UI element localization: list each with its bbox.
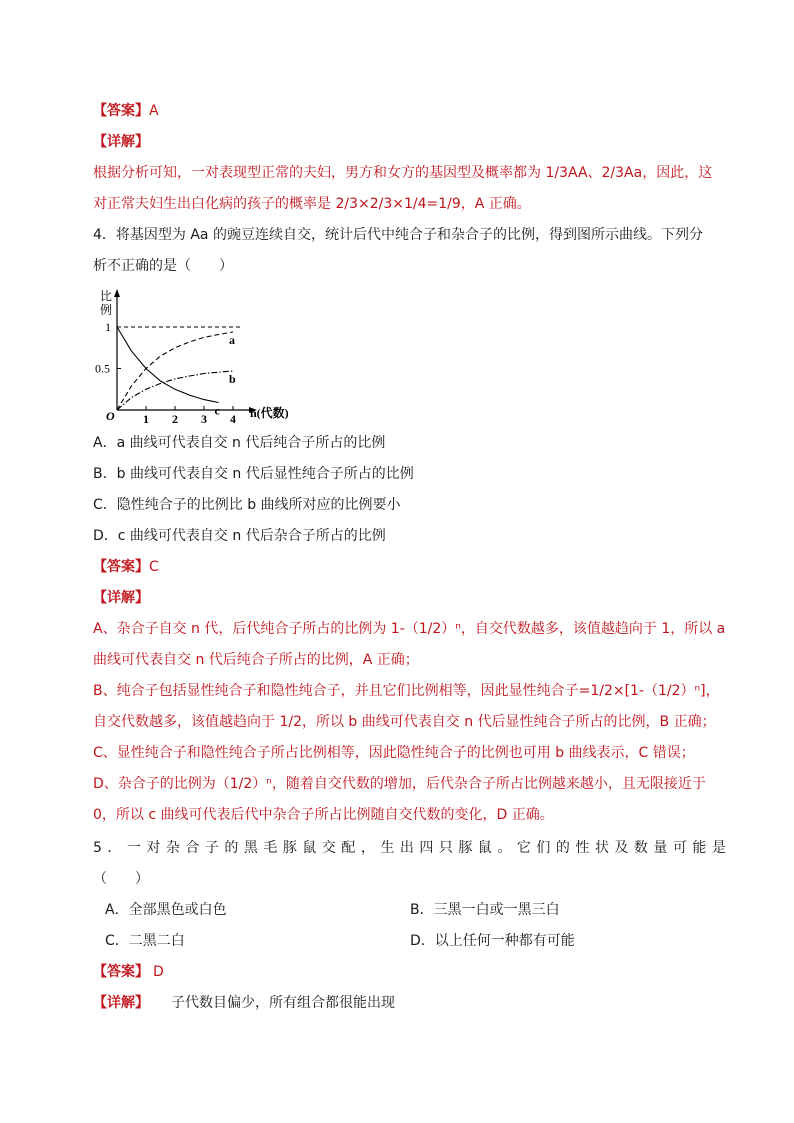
y-tick-label-0.5: 0.5 (95, 361, 110, 376)
q4-detail-label-line (93, 588, 149, 608)
q4-option-c: C．隐性纯合子的比例比 b 曲线所对应的比例要小 (93, 497, 401, 513)
series-label-b: b (229, 371, 236, 386)
q4-answer-value: C (149, 559, 159, 575)
q5-option-d: D．以上任何一种都有可能 (410, 933, 575, 949)
q4-detail-line-6: D、杂合子的比例为（1/2）ⁿ，随着自交代数的增加，后代杂合子所占比例越来越小，且无限接近于 (93, 776, 706, 792)
y-axis-arrow (114, 289, 120, 297)
x-tick-label-4: 4 (230, 412, 236, 426)
q4-detail-line-2: 曲线可代表自交 n 代后纯合子所占的比例，A 正确； (93, 652, 419, 668)
q5-option-a: A．全部黑色或白色 (105, 902, 227, 918)
q5-answer-label: 【答案】 (93, 964, 149, 980)
q4-detail-line-1: A、杂合子自交 n 代，后代纯合子所占的比例为 1-（1/2）ⁿ，自交代数越多，该值越趋向于 1，所以 a (93, 621, 726, 637)
q3-answer-label: 【答案】 (93, 103, 149, 119)
series-label-a: a (229, 332, 235, 347)
q4-answer-line (93, 557, 159, 577)
q5-detail-line (93, 993, 395, 1013)
q4-stem-line-1: 4．将基因型为 Aa 的豌豆连续自交，统计后代中纯合子和杂合子的比例，得到图所示曲线。下列分 (93, 227, 703, 243)
series-line-a (117, 332, 233, 410)
q5-stem-line-1: 5．一对杂合子的黑毛豚鼠交配，生出四只豚鼠。它们的性状及数量可能是 (93, 840, 732, 856)
q3-detail-line-2: 对正常夫妇生出白化病的孩子的概率是 2/3×2/3×1/4=1/9，A 正确。 (93, 196, 531, 212)
q5-stem-line-2: （ ） (93, 871, 149, 887)
q3-detail-label: 【详解】 (93, 134, 149, 150)
q4-detail-label: 【详解】 (93, 590, 149, 606)
q4-detail-line-7: 0，所以 c 曲线可代表后代中杂合子所占比例随自交代数的变化，D 正确。 (93, 807, 554, 823)
q4-option-b: B．b 曲线可代表自交 n 代后显性纯合子所占的比例 (93, 466, 414, 482)
q4-stem-line-2: 析不正确的是（ ） (93, 258, 233, 274)
q5-option-c: C．二黑二白 (105, 933, 185, 949)
q3-answer-line (93, 101, 159, 121)
series-label-c: c (214, 403, 220, 418)
q4-option-a: A．a 曲线可代表自交 n 代后纯合子所占的比例 (93, 435, 386, 451)
x-axis-label: n(代数) (250, 406, 289, 420)
q4-detail-line-3: B、纯合子包括显性纯合子和隐性纯合子，并且它们比例相等，因此显性纯合子=1/2×[1-（1/2）ⁿ]， (93, 683, 720, 699)
q3-detail-line-1: 根据分析可知，一对表现型正常的夫妇，男方和女方的基因型及概率都为 1/3AA、2/3Aa，因此，这 (93, 165, 713, 181)
q5-detail-text: 子代数目偏少，所有组合都很能出现 (171, 995, 395, 1011)
q5-answer-value: D (153, 964, 164, 980)
x-tick-label-1: 1 (143, 412, 149, 426)
q4-detail-line-4: 自交代数越多，该值越趋向于 1/2，所以 b 曲线可代表自交 n 代后显性纯合子所占的比例，B 正确； (93, 714, 716, 730)
series-line-c (117, 327, 219, 403)
q5-option-b: B．三黑一白或一黑三白 (410, 902, 560, 918)
q5-answer-line (93, 962, 164, 982)
q4-option-d: D．c 曲线可代表自交 n 代后杂合子所占的比例 (93, 528, 386, 544)
q4-chart (90, 286, 310, 426)
y-axis-label-2: 例 (100, 303, 113, 317)
y-tick-label-1: 1 (105, 320, 111, 334)
q4-detail-line-5: C、显性纯合子和隐性纯合子所占比例相等，因此隐性纯合子的比例也可用 b 曲线表示，C 错误； (93, 745, 695, 761)
y-axis-label-1: 比 (100, 289, 113, 303)
q4-answer-label: 【答案】 (93, 559, 149, 575)
origin-label: O (106, 409, 115, 423)
x-tick-label-2: 2 (172, 412, 178, 426)
q5-detail-label: 【详解】 (93, 995, 149, 1011)
x-tick-label-3: 3 (201, 412, 207, 426)
q3-detail-label-line (93, 132, 149, 152)
q3-answer-value: A (149, 103, 159, 119)
